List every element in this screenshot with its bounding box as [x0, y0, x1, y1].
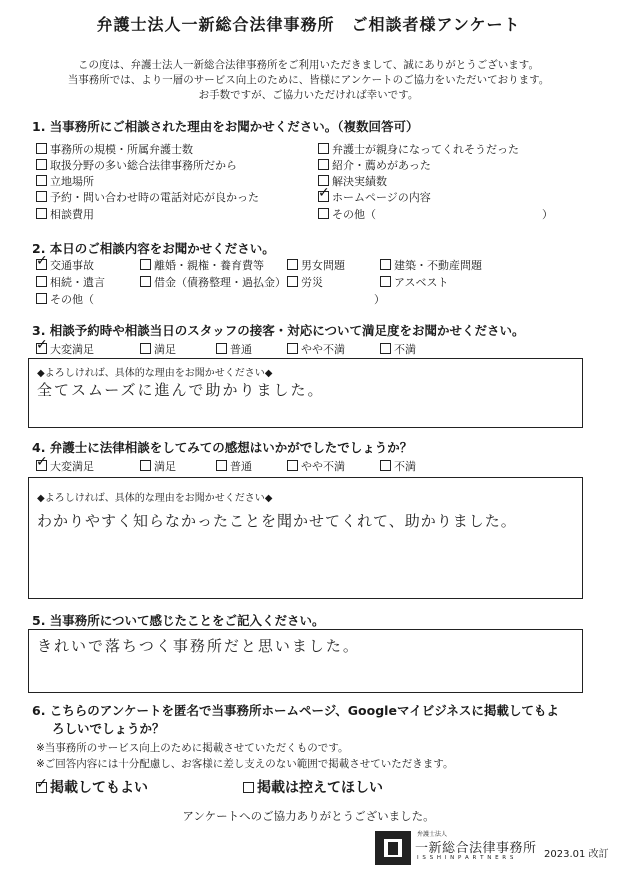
- intro-line-3: お手数ですが、ご協力いただければ幸いです。: [198, 89, 419, 101]
- q1-option-homepage[interactable]: ✓ホームページの内容: [318, 189, 431, 205]
- checkbox[interactable]: [287, 259, 298, 270]
- q1-option-fields[interactable]: 取扱分野の多い総合法律事務所だから: [36, 157, 237, 173]
- q4-option-satisfied[interactable]: 満足: [140, 458, 176, 474]
- q6-heading-line-1: 6. こちらのアンケートを匿名で当事務所ホームページ、Googleマイビジネスに掲載してもよ: [32, 703, 559, 718]
- q3-heading: 3. 相談予約時や相談当日のスタッフの接客・対応について満足度をお聞かせください。: [32, 323, 525, 338]
- q4-option-slightly-dissatisfied[interactable]: やや不満: [287, 458, 345, 474]
- q6-option-no[interactable]: 掲載は控えてほしい: [243, 777, 383, 797]
- checkbox[interactable]: [36, 276, 47, 287]
- q4-option-normal[interactable]: 普通: [216, 458, 252, 474]
- page-title: 弁護士法人一新総合法律事務所 ご相談者様アンケート: [96, 15, 521, 34]
- q1-heading: 1. 当事務所にご相談された理由をお聞かせください。（複数回答可）: [32, 119, 419, 134]
- q1-option-other[interactable]: その他（: [318, 206, 376, 222]
- checkbox-checked[interactable]: [36, 460, 47, 471]
- q2-option-asbestos[interactable]: アスベスト: [380, 274, 449, 290]
- q4-answer-box[interactable]: [28, 477, 583, 599]
- q1-option-scale[interactable]: 事務所の規模・所属弁護士数: [36, 141, 193, 157]
- q5-answer-text: きれいで落ちつく事務所だと思いました。: [37, 637, 360, 655]
- q6-note-1: ※当事務所のサービス向上のために掲載させていただくものです。: [36, 742, 349, 754]
- q2-option-realestate[interactable]: 建築・不動産問題: [380, 257, 482, 273]
- q1-option-location[interactable]: 立地場所: [36, 173, 94, 189]
- checkbox[interactable]: [140, 460, 151, 471]
- q2-option-inheritance[interactable]: 相続・遺言: [36, 274, 105, 290]
- intro-line-1: この度は、弁護士法人一新総合法律事務所をご利用いただきまして、誠にありがとうございます。: [78, 59, 539, 71]
- q2-heading: 2. 本日のご相談内容をお聞かせください。: [32, 241, 275, 256]
- version-label: 2023.01 改訂: [544, 849, 609, 860]
- q2-option-relationship[interactable]: 男女問題: [287, 257, 345, 273]
- checkbox[interactable]: [380, 460, 391, 471]
- q2-option-traffic[interactable]: ✓交通事故: [36, 257, 94, 273]
- checkbox[interactable]: [140, 259, 151, 270]
- checkbox[interactable]: [287, 460, 298, 471]
- q1-option-results[interactable]: 解決実績数: [318, 173, 387, 189]
- q6-option-yes[interactable]: ✓掲載してもよい: [36, 777, 148, 797]
- checkbox[interactable]: [243, 782, 254, 793]
- checkbox[interactable]: [216, 343, 227, 354]
- checkbox[interactable]: [36, 143, 47, 154]
- checkbox[interactable]: [287, 343, 298, 354]
- q4-option-dissatisfied[interactable]: 不満: [380, 458, 416, 474]
- q1-option-fee[interactable]: 相談費用: [36, 206, 94, 222]
- checkbox[interactable]: [318, 143, 329, 154]
- q3-option-very-satisfied[interactable]: ✓大変満足: [36, 341, 94, 357]
- q3-option-normal[interactable]: 普通: [216, 341, 252, 357]
- q5-answer-box[interactable]: [28, 629, 583, 693]
- q1-option-phone[interactable]: 予約・問い合わせ時の電話対応が良かった: [36, 189, 259, 205]
- q2-option-debt[interactable]: 借金（債務整理・過払金）: [140, 274, 286, 290]
- q2-option-labor-accident[interactable]: 労災: [287, 274, 323, 290]
- checkbox[interactable]: [287, 276, 298, 287]
- q2-option-other[interactable]: その他（: [36, 291, 94, 307]
- logo-small-text: 弁護士法人: [417, 831, 448, 838]
- checkbox[interactable]: [36, 159, 47, 170]
- checkbox[interactable]: [216, 460, 227, 471]
- firm-logo-icon: [375, 831, 411, 865]
- q3-option-slightly-dissatisfied[interactable]: やや不満: [287, 341, 345, 357]
- q4-answer-text: わかりやすく知らなかったことを聞かせてくれて、助かりました。: [37, 512, 517, 530]
- checkbox[interactable]: [140, 343, 151, 354]
- logo-romaji: I S S H I N P A R T N E R S: [417, 855, 515, 861]
- q3-prompt: ◆よろしければ、具体的な理由をお聞かせください◆: [37, 368, 273, 379]
- checkbox-checked[interactable]: [36, 343, 47, 354]
- q3-option-dissatisfied[interactable]: 不満: [380, 341, 416, 357]
- checkbox[interactable]: [36, 208, 47, 219]
- checkbox-checked[interactable]: [318, 191, 329, 202]
- checkbox[interactable]: [36, 191, 47, 202]
- checkbox[interactable]: [36, 175, 47, 186]
- checkbox[interactable]: [36, 293, 47, 304]
- q3-option-satisfied[interactable]: 満足: [140, 341, 176, 357]
- checkbox[interactable]: [380, 259, 391, 270]
- q4-option-very-satisfied[interactable]: ✓大変満足: [36, 458, 94, 474]
- q2-other-close: ）: [374, 293, 385, 306]
- q1-option-caring[interactable]: 弁護士が親身になってくれそうだった: [318, 141, 519, 157]
- checkbox-checked[interactable]: [36, 782, 47, 793]
- checkbox[interactable]: [140, 276, 151, 287]
- q6-note-2: ※ご回答内容には十分配慮し、お客様に差し支えのない範囲で掲載させていただきます。: [36, 758, 454, 770]
- q3-answer-box[interactable]: [28, 358, 583, 428]
- thanks-message: アンケートへのご協力ありがとうございました。: [182, 809, 435, 823]
- checkbox[interactable]: [380, 276, 391, 287]
- q3-answer-text: 全てスムーズに進んで助かりました。: [37, 381, 325, 399]
- checkbox-checked[interactable]: [36, 259, 47, 270]
- checkbox[interactable]: [380, 343, 391, 354]
- q1-option-referral[interactable]: 紹介・薦めがあった: [318, 157, 431, 173]
- q4-prompt: ◆よろしければ、具体的な理由をお聞かせください◆: [37, 493, 273, 504]
- checkbox[interactable]: [318, 159, 329, 170]
- q2-option-divorce[interactable]: 離婚・親権・養育費等: [140, 257, 264, 273]
- q5-heading: 5. 当事務所について感じたことをご記入ください。: [32, 613, 325, 628]
- q6-heading-line-2: ろしいでしょうか？: [52, 721, 165, 736]
- intro-line-2: 当事務所では、より一層のサービス向上のために、皆様にアンケートのご協力をいただいております。: [67, 74, 550, 86]
- q4-heading: 4. 弁護士に法律相談をしてみての感想はいかがでしたでしょうか？: [32, 440, 413, 455]
- checkbox[interactable]: [318, 208, 329, 219]
- q1-other-close: ）: [542, 208, 553, 221]
- logo-firm-name: 一新総合法律事務所: [415, 841, 537, 856]
